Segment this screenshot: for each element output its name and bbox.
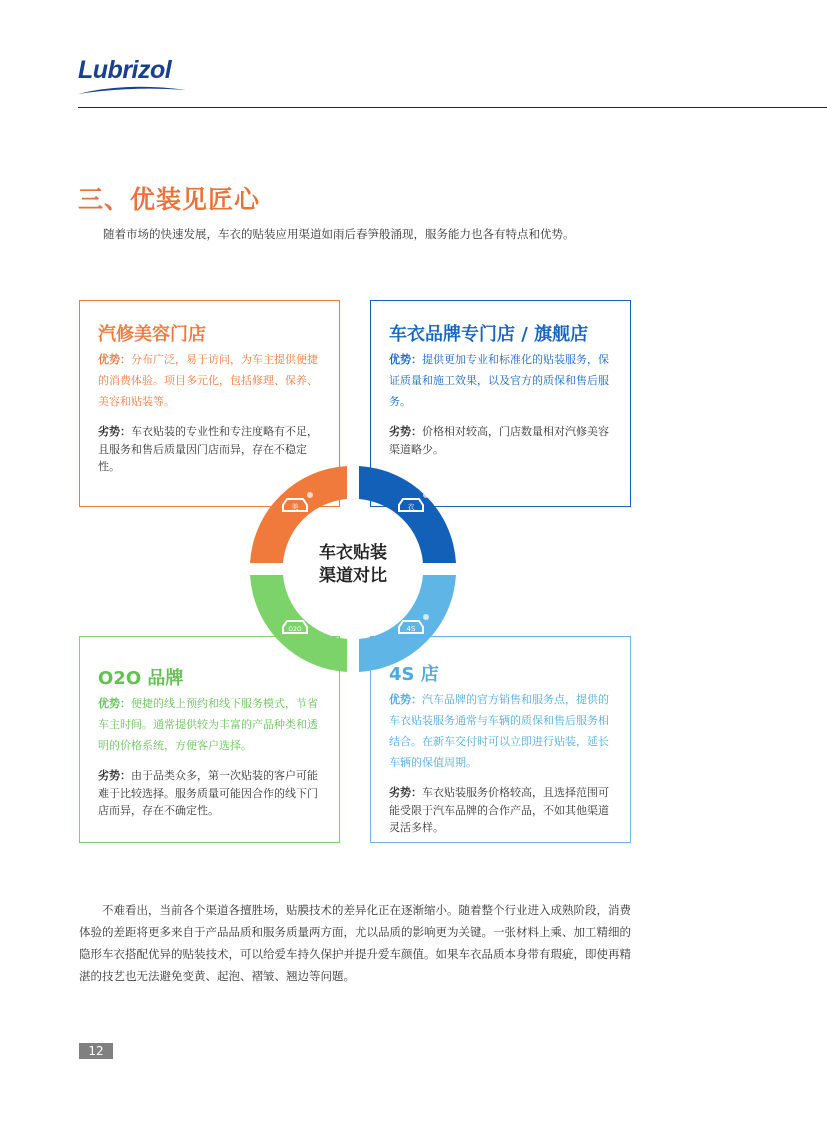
card-advantage: 优势：汽车品牌的官方销售和服务点，提供的车衣贴装服务通常与车辆的质保和售后服务相结合。在新车交付时可以立即进行贴装，延长车辆的保值周期。	[389, 693, 609, 770]
ring-segment-4s	[359, 575, 456, 672]
header-divider	[78, 107, 827, 108]
intro-paragraph: 随着市场的快速发展，车衣的贴装应用渠道如雨后春笋般涌现，服务能力也各有特点和优势。	[103, 227, 575, 241]
card-disadvantage: 劣势：价格相对较高，门店数量相对汽修美容渠道略少。	[389, 425, 609, 456]
card-advantage: 优势：分布广泛，易于访问，为车主提供便捷的消费体验。项目多元化，包括修理、保养、美容和贴装等。	[98, 353, 318, 409]
car-icon-glyph: 美	[291, 503, 299, 511]
card-disadvantage: 劣势：由于品类众多，第一次贴装的客户可能难于比较选择。服务质量可能因合作的线下门店而异，存在不确定性。	[98, 769, 318, 818]
closing-paragraph: 不难看出，当前各个渠道各擅胜场，贴膜技术的差异化正在逐渐缩小。随着整个行业进入成熟阶段，消费体验的差距将更多来自于产品品质和服务质量两方面，尤以品质的影响更为关键。一张材料上乘、加工精细的隐形车衣搭配优异的贴装技术，可以给爱车持久保护并提升爱车颜值。如果车衣品质本身带有瑕疵，即使再精湛的技艺也无法避免变黄、起泡、褶皱、翘边等问题。	[79, 903, 631, 983]
lubrizol-logo: Lubrizol	[78, 56, 172, 84]
car-icon-glyph: O2O	[288, 626, 302, 633]
page-number: 12	[79, 1043, 113, 1059]
section-title: 三、优装见匠心	[78, 185, 261, 214]
card-advantage: 优势：便捷的线上预约和线下服务模式，节省车主时间。通常提供较为丰富的产品种类和透明的价格系统，方便客户选择。	[98, 697, 318, 753]
card-advantage: 优势：提供更加专业和标准化的贴装服务，保证质量和施工效果，以及官方的质保和售后服务。	[389, 353, 609, 409]
ring-segment-o2o	[250, 575, 347, 672]
logo-swoosh-icon	[76, 84, 188, 96]
card-title: 车衣品牌专门店 / 旗舰店	[389, 324, 589, 345]
ring-center-line: 渠道对比	[319, 565, 387, 586]
ring-center-label	[303, 542, 403, 588]
card-disadvantage: 劣势：车衣贴装服务价格较高，且选择范围可能受限于汽车品牌的合作产品，不如其他渠道灵活多样。	[389, 785, 609, 835]
card-disadvantage: 劣势：车衣贴装的专业性和专注度略有不足，且服务和售后质量因门店而异，存在不稳定性。	[98, 425, 318, 474]
card-title: 汽修美容门店	[98, 324, 206, 345]
car-icon-glyph: 4S	[406, 625, 416, 633]
car-icon-glyph: 衣	[407, 503, 415, 511]
card-title: O2O 品牌	[98, 668, 184, 689]
ring-center-line: 车衣贴装	[319, 543, 387, 563]
card-title: 4S 店	[389, 664, 439, 685]
